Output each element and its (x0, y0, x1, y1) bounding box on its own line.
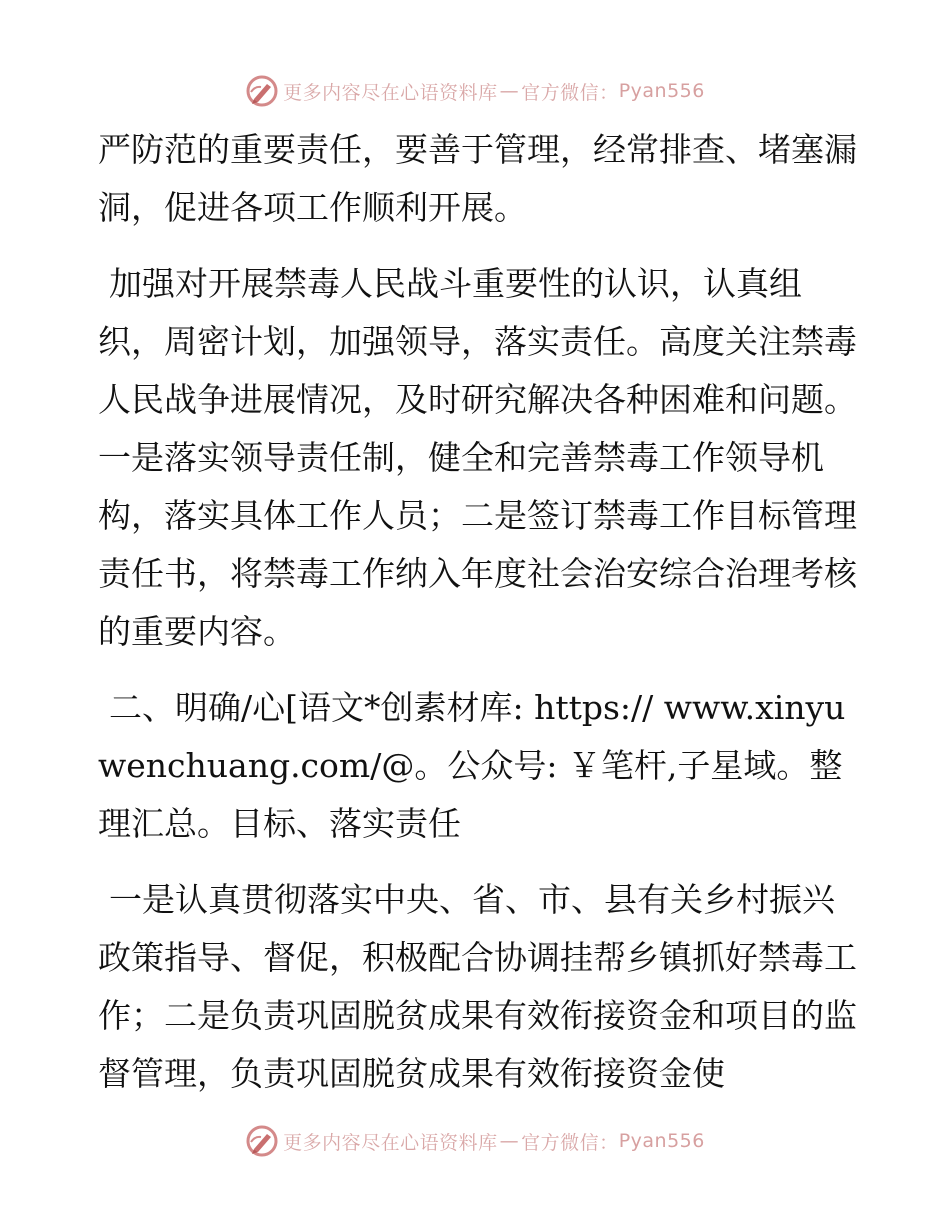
watermark-wechat-id: Pyan556 (618, 1130, 705, 1152)
watermark-separator: — (499, 1130, 520, 1152)
watermark-wechat-id: Pyan556 (618, 80, 705, 102)
paragraph-4: 一是认真贯彻落实中央、省、市、县有关乡村振兴政策指导、督促，积极配合协调挂帮乡镇抓好禁毒工作；二是负责巩固脱贫成果有效衔接资金和项目的监督管理，负责巩固脱贫成果有效衔接资金使 (98, 880, 857, 1093)
paragraph-2: 加强对开展禁毒人民战斗重要性的认识，认真组织，周密计划，加强领导，落实责任。高度关注禁毒人民战争进展情况，及时研究解决各种困难和问题。一是落实领导责任制，健全和完善禁毒工作领导机构，落实具体工作人员；二是签订禁毒工作目标管理责任书，将禁毒工作纳入年度社会治安综合治理考核的重要内容。 (98, 264, 857, 651)
document-body (98, 121, 858, 1103)
pen-logo-icon (245, 1124, 279, 1158)
pen-logo-icon (245, 74, 279, 108)
watermark-wechat-label: 官方微信： (521, 81, 619, 104)
watermark-text: 更多内容尽在心语资料库 (283, 81, 498, 104)
header-watermark (0, 74, 950, 108)
footer-watermark (0, 1124, 950, 1158)
paragraph-3: 二、明确/心[语文*创素材库: https:// www.xinyuwenchuang.com/@。公众号: ￥笔杆,子星域。整理汇总。目标、落实责任 (98, 688, 846, 843)
watermark-text: 更多内容尽在心语资料库 (283, 1131, 498, 1154)
watermark-separator: — (499, 80, 520, 102)
paragraph-1: 严防范的重要责任，要善于管理，经常排查、堵塞漏洞，促进各项工作顺利开展。 (98, 130, 857, 227)
watermark-wechat-label: 官方微信： (521, 1131, 619, 1154)
